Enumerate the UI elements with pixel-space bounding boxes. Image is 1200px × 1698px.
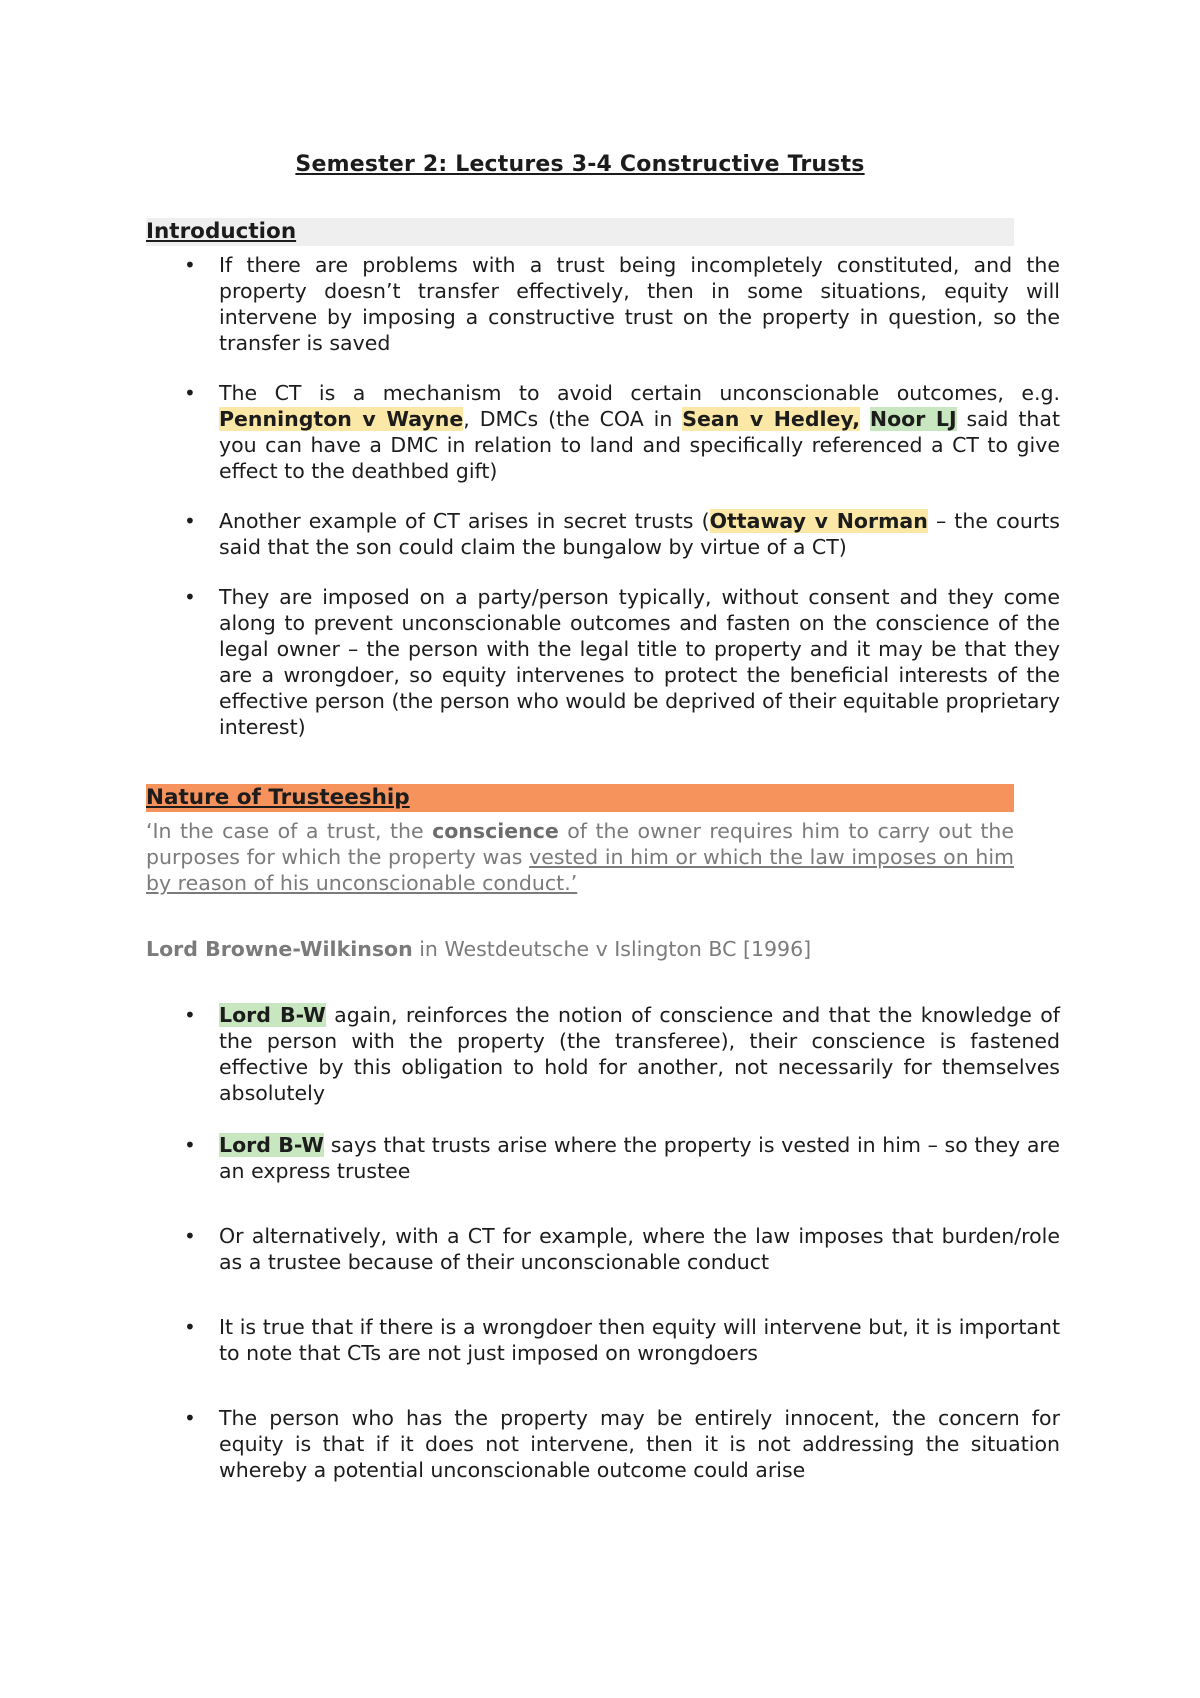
bullet-icon: •: [184, 381, 196, 405]
section-heading-introduction: Introduction: [146, 218, 1014, 246]
quote-text: of the owner requires him to carry out the purposes for which the property was: [146, 819, 1014, 869]
bullet-icon: •: [184, 585, 196, 609]
list-item: [146, 1314, 1060, 1366]
paragraph-text: It is true that if there is a wrongdoer then equity will intervene but, it is important to note that CTs are not just imposed on wrongdoers: [219, 1315, 1060, 1365]
paragraph-text: If there are problems with a trust being incompletely constituted, and the property doesn’t transfer effectively, then in some situations, equity will intervene by imposing a constructive trust on the property in question, so the transfer is saved: [219, 253, 1060, 355]
bullet-icon: •: [184, 1406, 196, 1430]
list-item: [146, 1132, 1060, 1184]
paragraph-text: , DMCs (the COA in: [463, 407, 683, 431]
paragraph-text: – the courts said that the son could claim the bungalow by virtue of a CT): [219, 509, 1060, 559]
paragraph-text: They are imposed on a party/person typically, without consent and they come along to prevent unconscionable outcomes and fasten on the conscience of the legal owner – the person with the legal title to property and it may be that they are a wrongdoer, so equity intervenes to protect the beneficial interests of the effective person (the person who would be deprived of their equitable proprietary interest): [219, 585, 1060, 739]
paragraph-text: Another example of CT arises in secret trusts (: [219, 509, 710, 533]
bullet-icon: •: [184, 1003, 196, 1027]
paragraph-text: said that you can have a DMC in relation to land and specifically referenced a CT to give effect to the deathbed gift): [219, 407, 1060, 483]
paragraph-text: says that trusts arise where the property is vested in him – so they are an express trustee: [219, 1133, 1060, 1183]
paragraph-text: Or alternatively, with a CT for example, where the law imposes that burden/role as a trustee because of their unconscionable conduct: [219, 1224, 1060, 1274]
quote-attribution: [146, 936, 811, 962]
introduction-list: [146, 252, 1060, 740]
judge-name-highlight: Lord B-W: [219, 1133, 325, 1157]
list-item: [146, 1405, 1060, 1483]
judge-name-highlight: Noor LJ: [869, 407, 957, 431]
attribution-source: in Westdeutsche v Islington BC [1996]: [412, 937, 812, 961]
quote-underlined-text: vested in him or which the law imposes on him by reason of his unconscionable conduct.’: [146, 845, 1014, 895]
case-name-highlight: Sean v Hedley,: [682, 407, 860, 431]
bullet-icon: •: [184, 1133, 196, 1157]
attribution-author: Lord Browne-Wilkinson: [146, 937, 413, 961]
case-name-highlight: Pennington v Wayne: [219, 407, 464, 431]
bullet-icon: •: [184, 1224, 196, 1248]
page-title: Semester 2: Lectures 3-4 Constructive Trusts: [295, 152, 865, 177]
nature-list: [146, 1002, 1060, 1483]
bullet-icon: •: [184, 509, 196, 533]
list-item: [146, 380, 1060, 484]
quote-emphasis: conscience: [432, 819, 559, 843]
list-item: [146, 1223, 1060, 1275]
list-item: [146, 508, 1060, 560]
paragraph-text: The person who has the property may be entirely innocent, the concern for equity is that if it does not intervene, then it is not addressing the situation whereby a potential unconscionable outcome could arise: [219, 1406, 1060, 1482]
block-quote: [146, 818, 1014, 896]
paragraph-text: The CT is a mechanism to avoid certain unconscionable outcomes, e.g.: [219, 381, 1060, 405]
list-item: [146, 1002, 1060, 1106]
paragraph-text: again, reinforces the notion of conscience and that the knowledge of the person with the property (the transferee), their conscience is fastened effective by this obligation to hold for another, not necessarily for themselves absolutely: [219, 1003, 1060, 1105]
list-item: [146, 252, 1060, 356]
judge-name-highlight: Lord B-W: [219, 1003, 326, 1027]
quote-text: ‘In the case of a trust, the: [146, 819, 433, 843]
section-heading-nature-of-trusteeship: Nature of Trusteeship: [146, 784, 1014, 812]
case-name-highlight: Ottaway v Norman: [709, 509, 928, 533]
bullet-icon: •: [184, 1315, 196, 1339]
list-item: [146, 584, 1060, 740]
bullet-icon: •: [184, 253, 196, 277]
